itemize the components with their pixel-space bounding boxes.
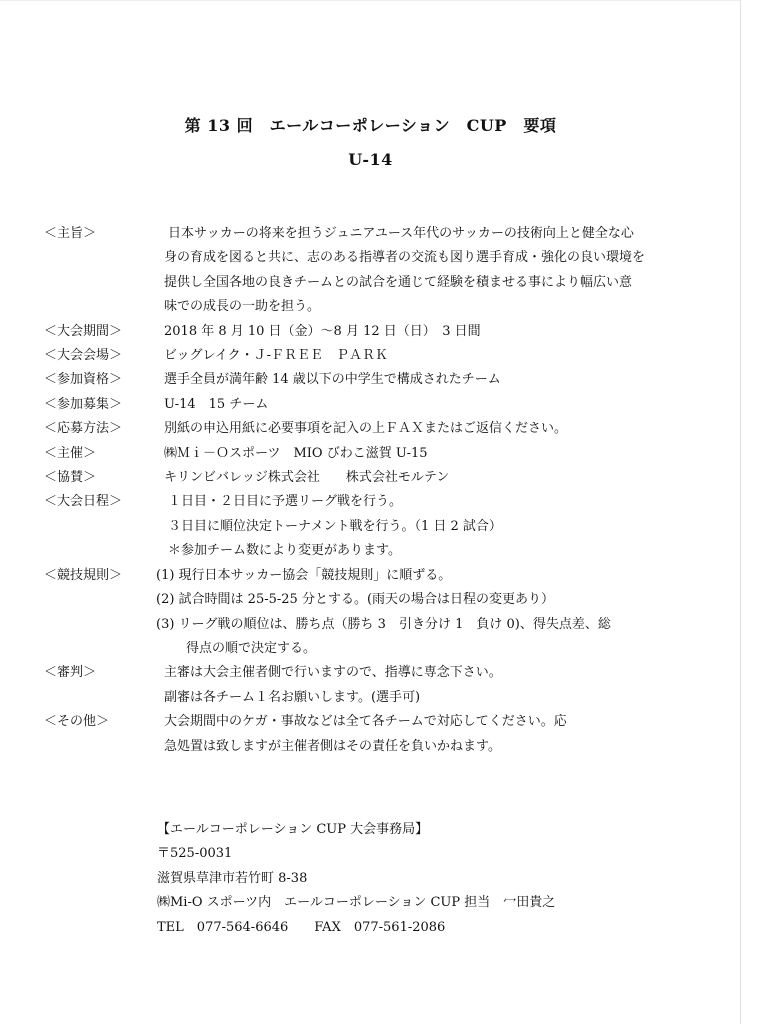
rules-line: 得点の順で決定する。 <box>186 640 317 656</box>
section-referee <box>44 661 714 710</box>
section-rules <box>44 564 714 662</box>
section-recruitment <box>44 393 714 417</box>
document-title: 第 13 回 エールコーポレーション CUP 要項 <box>184 116 557 135</box>
section-content <box>156 417 714 441</box>
section-content <box>156 368 714 392</box>
guidelines-body <box>44 222 714 759</box>
page-top-edge <box>0 0 741 1</box>
section-label: ＜主旨＞ <box>44 226 97 241</box>
section-label: ＜参加募集＞ <box>44 396 123 412</box>
other-line: 急処置は致しますが主催者側はその責任を負いかねます。 <box>164 738 501 754</box>
section-label: ＜大会会場＞ <box>44 348 123 364</box>
venue-text: ビッグレイク・Ｊ-ＦＲＥＥ ＰＡＲＫ <box>164 348 388 364</box>
schedule-line: ３日目に順位決定トーナメント戦を行う。（1 日 2 試合） <box>168 518 502 534</box>
section-label: ＜大会期間＞ <box>44 323 123 339</box>
schedule-line: １日目・２日目に予選リーグ戦を行う。 <box>168 494 403 510</box>
section-content <box>156 466 714 490</box>
section-content <box>156 320 714 344</box>
document-subtitle: U-14 <box>348 150 393 169</box>
rules-line: (2) 試合時間は 25-5-25 分とする。(雨天の場合は日程の変更あり） <box>156 592 555 608</box>
office-postal-code: 〒525-0031 <box>157 846 233 862</box>
schedule-line: ＊参加チーム数により変更があります。 <box>168 543 401 559</box>
period-text: 2018 年 8 月 10 日（金）～8 月 12 日（日） 3 日間 <box>164 323 481 339</box>
section-label: ＜協賛＞ <box>44 470 97 486</box>
section-content <box>156 222 714 320</box>
section-content <box>156 490 714 563</box>
section-label: ＜大会日程＞ <box>44 494 123 510</box>
organizer-text: ㈱Ｍｉ－Ｏスポーツ MIO びわこ滋賀 U-15 <box>164 445 428 461</box>
section-eligibility <box>44 368 714 392</box>
section-purpose <box>44 222 714 320</box>
recruitment-text: U-14 15 チーム <box>164 396 269 412</box>
application-text: 別紙の申込用紙に必要事項を記入の上ＦＡＸまたはご返信ください。 <box>164 421 568 437</box>
section-content <box>156 442 714 466</box>
section-venue <box>44 344 714 368</box>
referee-line: 主審は大会主催者側で行いますので、指導に専念下さい。 <box>164 665 502 681</box>
section-content <box>156 564 714 662</box>
section-label: ＜競技規則＞ <box>44 567 123 583</box>
section-label: ＜参加資格＞ <box>44 372 123 388</box>
section-label: ＜応募方法＞ <box>44 421 123 437</box>
rules-line: (1) 現行日本サッカー協会「競技規則」に順ずる。 <box>156 567 452 583</box>
office-contact-person: ㈱Mi-O スポーツ内 エールコーポレーション CUP 担当 冖田貴之 <box>157 895 556 911</box>
office-address: 滋賀県草津市若竹町 8-38 <box>157 870 308 886</box>
section-content <box>156 710 714 759</box>
section-content <box>156 344 714 368</box>
sponsor-text: キリンビバレッジ株式会社 株式会社モルテン <box>164 470 450 486</box>
purpose-line: 味での成長の一助を担う。 <box>164 299 321 315</box>
section-content <box>156 661 714 710</box>
section-label: ＜主催＞ <box>44 445 97 461</box>
purpose-line: 日本サッカーの将来を担うジュニアユース年代のサッカーの技術向上と健全な心 <box>168 226 634 241</box>
purpose-line: 提供し全国各地の良きチームとの試合を通じて経験を積ませる事により幅広い意 <box>164 274 633 290</box>
other-line: 大会期間中のケガ・事故などは全て各チームで対応してください。応 <box>164 714 567 730</box>
section-label: ＜その他＞ <box>44 714 110 730</box>
section-sponsor <box>44 466 714 490</box>
section-other <box>44 710 714 759</box>
section-application <box>44 417 714 441</box>
referee-line: 副審は各チーム１名お願いします。(選手可) <box>164 689 421 705</box>
office-heading: 【エールコーポレーション CUP 大会事務局】 <box>157 822 429 837</box>
section-organizer <box>44 442 714 466</box>
purpose-line: 身の育成を図ると共に、志のある指導者の交流も図り選手育成・強化の良い環境を <box>164 250 646 266</box>
eligibility-text: 選手全員が満年齢 14 歳以下の中学生で構成されたチーム <box>164 372 501 388</box>
office-contact-block <box>157 818 555 940</box>
section-schedule <box>44 490 714 563</box>
section-content <box>156 393 714 417</box>
office-phone-fax: TEL 077-564-6646 FAX 077-561-2086 <box>157 919 446 935</box>
rules-line: (3) リーグ戦の順位は、勝ち点（勝ち 3 引き分け 1 負け 0)、得失点差、総 <box>156 616 611 632</box>
section-label: ＜審判＞ <box>44 665 97 681</box>
section-period <box>44 320 714 344</box>
